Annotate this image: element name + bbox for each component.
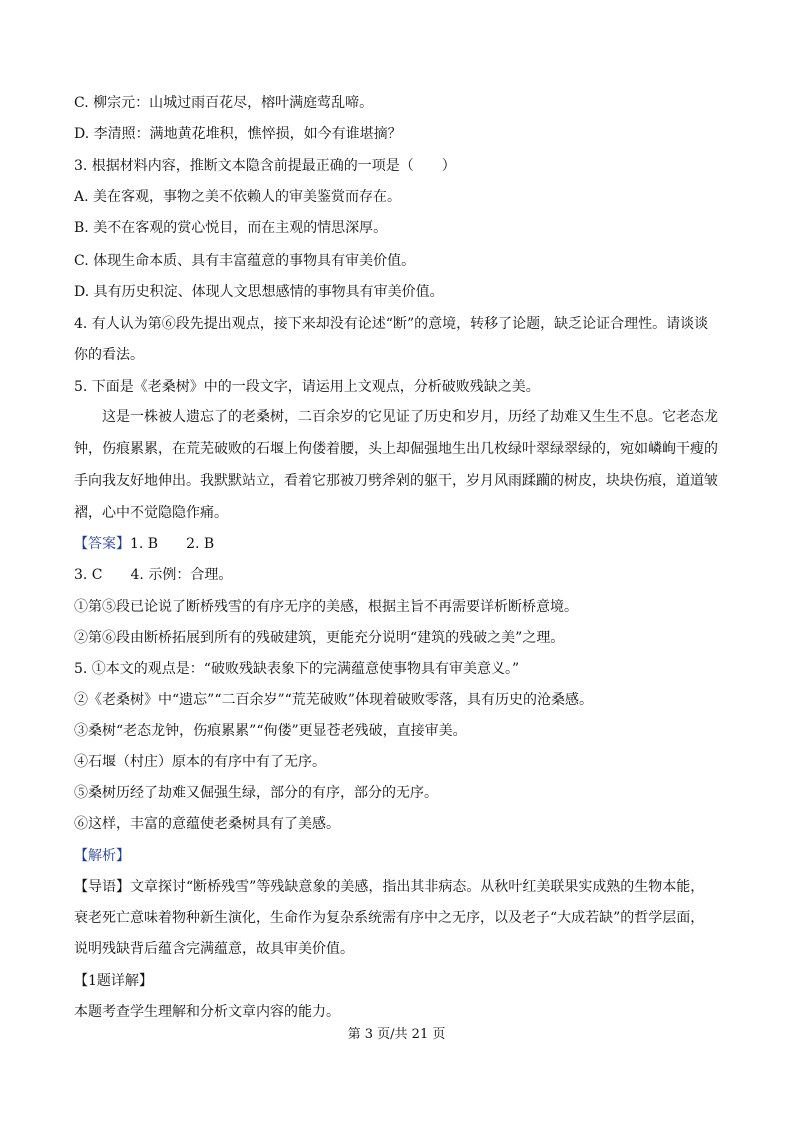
q3-option-c: C. 体现生命本质、具有丰富蕴意的事物具有审美价值。 xyxy=(74,253,416,269)
q1-detail-text: 本题考查学生理解和分析文章内容的能力。 xyxy=(74,1004,340,1020)
excerpt-line-4: 褶，心中不觉隐隐作痛。 xyxy=(74,505,228,521)
answer-4-point-2: ②第⑥段由断桥拓展到所有的残破建筑，更能充分说明“建筑的残破之美”之理。 xyxy=(74,630,565,646)
q3-option-a: A. 美在客观，事物之美不依赖人的审美鉴赏而存在。 xyxy=(74,189,402,205)
answer-5-point-3: ③桑树“老态龙钟，伤痕累累”“佝偻”更显苍老残破，直接审美。 xyxy=(74,723,467,739)
q3-option-d: D. 具有历史积淀、体现人文思想感情的事物具有审美价值。 xyxy=(74,284,444,300)
option-d-line: D. 李清照：满地黄花堆积，憔悴损，如今有谁堪摘？ xyxy=(74,126,402,142)
excerpt-line-1: 这是一株被人遗忘了的老桑树，二百余岁的它见证了历史和岁月，历经了劫难又生生不息。它老态龙 xyxy=(102,409,718,425)
answer-label: 【答案】 xyxy=(74,536,130,552)
guide-label: 【导语】 xyxy=(74,879,130,895)
answer-4-point-1: ①第⑤段已论说了断桥残雪的有序无序的美感，根据主旨不再需要详析断桥意境。 xyxy=(74,599,578,615)
answer-line-2: 3. C 4. 示例：合理。 xyxy=(74,567,233,583)
answer-5-point-1: 5. ①本文的观点是：“破败残缺表象下的完满蕴意使事物具有审美意义。” xyxy=(74,661,520,677)
guide-line-2: 衰老死亡意味着物种新生演化，生命作为复杂系统需有序中之无序，以及老子“大成若缺”的哲学层面， xyxy=(74,910,705,926)
q3-option-b: B. 美不在客观的赏心悦目，而在主观的情思深厚。 xyxy=(74,220,388,236)
question-5: 5. 下面是《老桑树》中的一段文字，请运用上文观点，分析破败残缺之美。 xyxy=(74,379,540,395)
q1-detail-label: 【1题详解】 xyxy=(74,973,153,989)
answer-5-point-4: ④石堰（村庄）原本的有序中有了无序。 xyxy=(74,754,326,770)
answer-5-point-5: ⑤桑树历经了劫难又倔强生绿，部分的有序，部分的无序。 xyxy=(74,785,438,801)
answer-1-2: 1. B 2. B xyxy=(130,536,215,552)
answer-5-point-2: ②《老桑树》中“遗忘”“二百余岁”“荒芜破败”体现着破败零落，具有历史的沧桑感。 xyxy=(74,692,593,708)
page-footer: 第 3 页/共 21 页 xyxy=(347,1027,446,1042)
question-4-line-2: 你的看法。 xyxy=(74,347,144,363)
guide-text-1: 文章探讨“断桥残雪”等残缺意象的美感，指出其非病态。从秋叶红美联果实成熟的生物本能， xyxy=(130,879,705,895)
guide-line-1 xyxy=(74,877,704,897)
answer-line-1 xyxy=(74,534,214,554)
excerpt-line-3: 手向我友好地伸出。我默默站立，看着它那被刀劈斧剁的躯干，岁月风雨蹂躏的树皮，块块伤痕，道道皱 xyxy=(74,473,718,489)
question-4-line-1: 4. 有人认为第⑥段先提出观点，接下来却没有论述“断”的意境，转移了论题，缺乏论证合理性。请谈谈 xyxy=(74,316,709,332)
analysis-label: 【解析】 xyxy=(74,848,130,864)
excerpt-line-2: 钟，伤痕累累，在荒芜破败的石堰上佝偻着腰，头上却倔强地生出几枚绿叶翠绿翠绿的，宛如嶙峋干瘦的 xyxy=(74,441,718,457)
question-3: 3. 根据材料内容，推断文本隐含前提最正确的一项是（ ） xyxy=(74,158,456,174)
guide-line-3: 说明残缺背后蕴含完满蕴意，故具审美价值。 xyxy=(74,941,354,957)
answer-5-point-6: ⑥这样，丰富的意蕴使老桑树具有了美感。 xyxy=(74,816,340,832)
option-c-line: C. 柳宗元：山城过雨百花尽，榕叶满庭莺乱啼。 xyxy=(74,95,374,111)
